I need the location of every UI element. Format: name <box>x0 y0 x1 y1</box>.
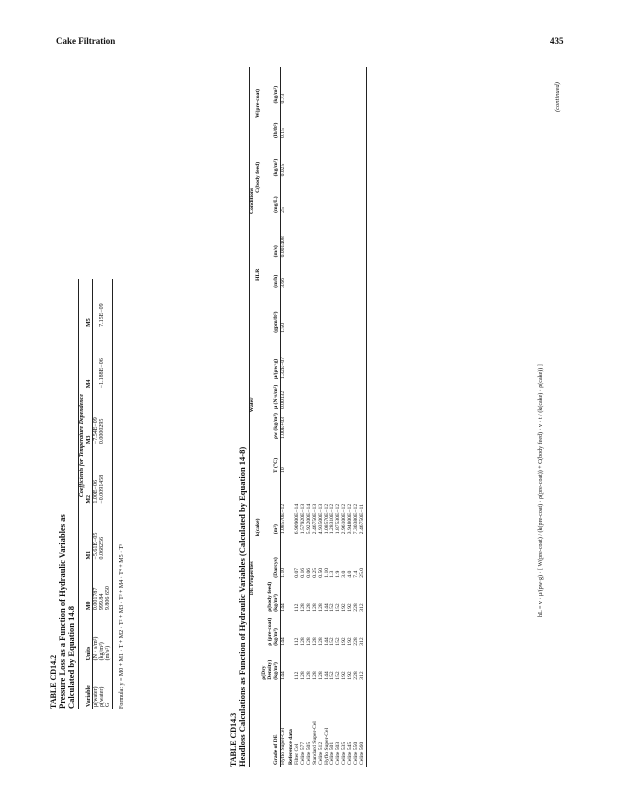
table-cell-empty <box>360 411 366 441</box>
table-row <box>105 279 112 709</box>
table-cell: ρ(water) <box>99 686 106 707</box>
table-cell: 144 <box>323 603 330 612</box>
table-cell-empty <box>360 259 366 289</box>
table-cell: Celite 503 <box>335 741 342 765</box>
table-cell: 152 <box>329 637 336 646</box>
table-cell: 1.32E−07 <box>279 357 286 380</box>
table1 <box>78 279 112 709</box>
table-cell: Standard Super-Cel <box>311 721 318 765</box>
reference-rows <box>295 67 366 767</box>
table-cell: 999.84 <box>99 593 106 611</box>
table-cell: 152 <box>329 603 336 612</box>
table-cell: Filter Cel <box>294 743 301 765</box>
table-row <box>280 67 286 767</box>
table-cell: (N · s/m²) <box>92 636 99 661</box>
table2-col-header: ρ(Dry Density) (kg/m³) <box>261 659 279 680</box>
group-wprecoat: W(pre-coat) <box>255 88 262 119</box>
table-cell: Celite 512 <box>317 741 324 765</box>
table-cell: 1.10 <box>279 567 286 578</box>
running-header-title: Cake Filtration <box>56 36 116 46</box>
table-cell: 144 <box>279 671 286 680</box>
table-cell-empty <box>360 215 366 260</box>
table-cell: 228 <box>352 637 359 646</box>
table-cell: 2.46750E−11 <box>358 504 365 535</box>
table-cell: 0.06 <box>306 567 313 578</box>
table-cell: 1.9 <box>335 570 342 578</box>
table1-col-header: Units <box>85 646 92 661</box>
table-cell: 192 <box>347 671 354 680</box>
group-kcake: k(cake) <box>255 518 262 537</box>
table-cell: 1.3 <box>329 570 336 578</box>
continued-note: (continued) <box>554 82 561 112</box>
table-cell <box>92 329 99 390</box>
table-cell: 312 <box>358 603 365 612</box>
table-cell: Celite 550 <box>352 741 359 765</box>
table1-group-header: Coefficients for Temperature Dependence <box>79 394 86 498</box>
table2-col-header: ρ(body feed) (kg/m³) <box>266 581 279 612</box>
table-cell: 128 <box>300 637 307 646</box>
table-cell: 144 <box>279 603 286 612</box>
table-cell: 112 <box>294 603 301 612</box>
table-cell: 144 <box>323 637 330 646</box>
rotated-page-area <box>50 55 568 767</box>
table-cell: 128 <box>311 671 318 680</box>
table-cell-empty <box>360 441 366 475</box>
table-cell: 9.806 650 <box>105 586 112 611</box>
table-cell: 1.10 <box>323 567 330 578</box>
table-cell: 128 <box>306 637 313 646</box>
table2 <box>249 67 366 767</box>
table-cell: 128 <box>300 671 307 680</box>
table-cell: 312 <box>358 637 365 646</box>
table-cell: 1.28310E−12 <box>329 503 336 535</box>
table2-col-header: (kg/m³) <box>272 158 279 177</box>
table-cell: 5.92200E−14 <box>306 503 313 535</box>
table2-caption: Headloss Calculations as Function of Hydraulic Variables (Calculated by Equation 14-8) <box>237 446 248 767</box>
table2-label: TABLE CD14.3 <box>229 712 238 767</box>
table2-col-header: ρ (pre-coat) (kg/m³) <box>266 617 279 646</box>
table-cell: 152 <box>329 671 336 680</box>
table-cell: 0.001787 <box>92 587 99 611</box>
table-cell: 144 <box>279 637 286 646</box>
table-cell: 7.30380E−12 <box>352 503 359 535</box>
table-cell: G <box>105 702 112 707</box>
table-cell: 0.73 <box>279 93 286 104</box>
table2-col-header: Grade of DE <box>272 734 279 765</box>
table-cell: 312 <box>358 671 365 680</box>
table-cell: Hyflo Super-Cel <box>323 727 330 765</box>
table2-col-header: (gpm/ft²) <box>272 311 279 333</box>
table-cell: 128 <box>317 671 324 680</box>
table-cell: 2.46750E−13 <box>311 503 318 535</box>
table-cell: 128 <box>311 637 318 646</box>
table1-col-header: M5 <box>85 318 92 327</box>
table-cell: 3.94800E−12 <box>347 503 354 535</box>
table-cell: 1.00E−06 <box>92 480 99 504</box>
table-cell: 3.66 <box>279 277 286 288</box>
table1-col-header: Variable <box>85 685 92 707</box>
table1-col-header: M4 <box>85 379 92 389</box>
table-cell-empty <box>360 381 366 411</box>
table-cell: (m/s²) <box>105 645 112 661</box>
table-cell: Celite 545 <box>347 741 354 765</box>
table-cell: Hyflo Super-Cel <box>279 727 286 765</box>
table-cell: 1.00E+03 <box>279 417 286 440</box>
table-cell: −1.188E−06 <box>99 358 106 389</box>
table-cell: Celite 560 <box>358 741 365 765</box>
table-cell: 7.15E−09 <box>99 303 106 327</box>
table2-block <box>230 55 367 767</box>
group-conditions: Conditions <box>249 187 256 214</box>
table-cell <box>105 506 112 562</box>
table-cell-empty <box>360 335 366 381</box>
table-cell <box>105 446 112 505</box>
table-cell: 0.00132 <box>279 390 286 410</box>
table-cell: Celite 535 <box>341 741 348 765</box>
table-cell: 1.50 <box>279 322 286 333</box>
table-cell: 2.96100E−12 <box>341 503 348 535</box>
table1-label: TABLE CD14.2 <box>49 654 58 709</box>
table-cell: 192 <box>347 603 354 612</box>
table-cell: Celite 505 <box>306 741 313 765</box>
table-cell: 152 <box>335 603 342 612</box>
table-cell: 0.15 <box>279 128 286 138</box>
table1-caption: Pressure Loss as a Function of Hydraulic Variables as Calculated by Equation 14.8 <box>57 514 77 709</box>
table-cell-empty <box>360 67 366 105</box>
table-cell: 0.25 <box>311 567 318 578</box>
group-hlr: HLR <box>255 268 262 281</box>
table-cell: 128 <box>300 603 307 612</box>
table-cell: μ(water) <box>92 686 99 707</box>
table-cell: −7.54E−09 <box>92 417 99 445</box>
landscape-content <box>50 55 568 767</box>
table-cell: −0.0091458 <box>99 474 106 504</box>
table1-col-header: M2 <box>85 494 92 504</box>
table-cell: 0.50 <box>317 567 324 578</box>
table-cell: 3.0 <box>341 570 348 578</box>
table-cell: 112 <box>294 637 301 646</box>
table-cell: 0.07 <box>294 567 301 578</box>
table2-col-header: (kg/m²) <box>272 85 279 104</box>
table-cell: (kg/m³) <box>99 642 106 661</box>
table1-block <box>49 303 125 709</box>
table-cell <box>92 279 99 329</box>
table-cell: 10 <box>279 467 286 473</box>
table-cell: 192 <box>347 637 354 646</box>
table-cell: 128 <box>317 603 324 612</box>
table-cell: 4.93500E−13 <box>317 503 324 535</box>
table1-col-header: M1 <box>85 550 92 560</box>
table-cell: 228 <box>352 671 359 680</box>
table2-col-header: (lb/ft²) <box>272 122 279 138</box>
table-cell <box>105 329 112 390</box>
table-cell: 152 <box>335 637 342 646</box>
table-cell: 228 <box>352 603 359 612</box>
table-cell: −5.61E−05 <box>92 532 99 560</box>
table1-formula: Formula: y = M0 + M1 · T + M2 · T² + M3 · T³ + M4 · T⁴ + M5 · T⁵ <box>118 543 125 709</box>
table-cell: 1.08570E−12 <box>279 503 286 535</box>
headloss-formula: hL = v · μ/(ρw·g) · [ W(pre-coat) / (k(pre-coat) · ρ(pre-coat)) + C(body feed) · v · t / (k(cake) · ρ(cake)) ] <box>538 364 544 617</box>
group-de-properties: DE Properties <box>249 561 256 596</box>
table-cell: 0.0000295 <box>99 418 106 445</box>
table-cell: 1.87530E−12 <box>335 503 342 535</box>
table-cell: 192 <box>341 603 348 612</box>
table2-col-header: T (°C) <box>272 457 279 473</box>
table-cell: 128 <box>306 603 313 612</box>
table2-col-header: ρw (kg/m³) <box>272 413 279 440</box>
table1-col-header: M3 <box>85 435 92 445</box>
table-cell: 25.0 <box>358 567 365 578</box>
table-cell: 25 <box>279 207 286 213</box>
section-label: Reference data <box>288 729 295 765</box>
group-cbody: C(body feed) <box>255 161 262 193</box>
table-cell: 1.57920E−13 <box>300 503 307 535</box>
table2-col-header: (mg/L) <box>272 196 279 213</box>
page-number: 435 <box>550 36 564 46</box>
table-cell: 192 <box>341 671 348 680</box>
table-cell: 152 <box>335 671 342 680</box>
table-cell <box>105 279 112 329</box>
table-cell: Celite 501 <box>329 741 336 765</box>
table-cell-empty <box>360 290 366 335</box>
group-water: Water <box>249 397 256 413</box>
table-cell-empty <box>360 178 366 214</box>
table1-col-header: M0 <box>85 601 92 611</box>
table-cell: 7.4 <box>352 570 359 578</box>
table-cell: 192 <box>341 637 348 646</box>
table-cell: Celite 577 <box>300 741 307 765</box>
table-cell: 112 <box>294 671 301 680</box>
table-cell: 4.0 <box>347 570 354 578</box>
table-cell: 0.025 <box>279 163 286 177</box>
table-cell: 144 <box>323 671 330 680</box>
table-cell <box>105 390 112 446</box>
table-cell: 0.001408 <box>279 236 286 258</box>
table2-col-header: (m/s) <box>272 245 279 258</box>
table-row <box>360 67 366 767</box>
table2-col-header: (m/h) <box>272 274 279 288</box>
table-cell: 1.08570E−12 <box>323 503 330 535</box>
table-cell-empty <box>360 140 366 178</box>
table-cell: 128 <box>306 671 313 680</box>
table-cell: 128 <box>317 637 324 646</box>
table-cell: 0.068256 <box>99 537 106 560</box>
table2-col-header: μ (N·s/m²) <box>272 384 279 410</box>
table-cell: 0.16 <box>300 567 307 578</box>
table2-col-header: μ/(ρw·g) <box>272 358 279 380</box>
table-cell: 128 <box>311 603 318 612</box>
table2-col-header: (Darcys) <box>272 557 279 578</box>
table-cell: 6.90900E−14 <box>294 503 301 535</box>
table-cell-empty <box>360 105 366 140</box>
table2-col-header: (m²) <box>272 524 279 535</box>
